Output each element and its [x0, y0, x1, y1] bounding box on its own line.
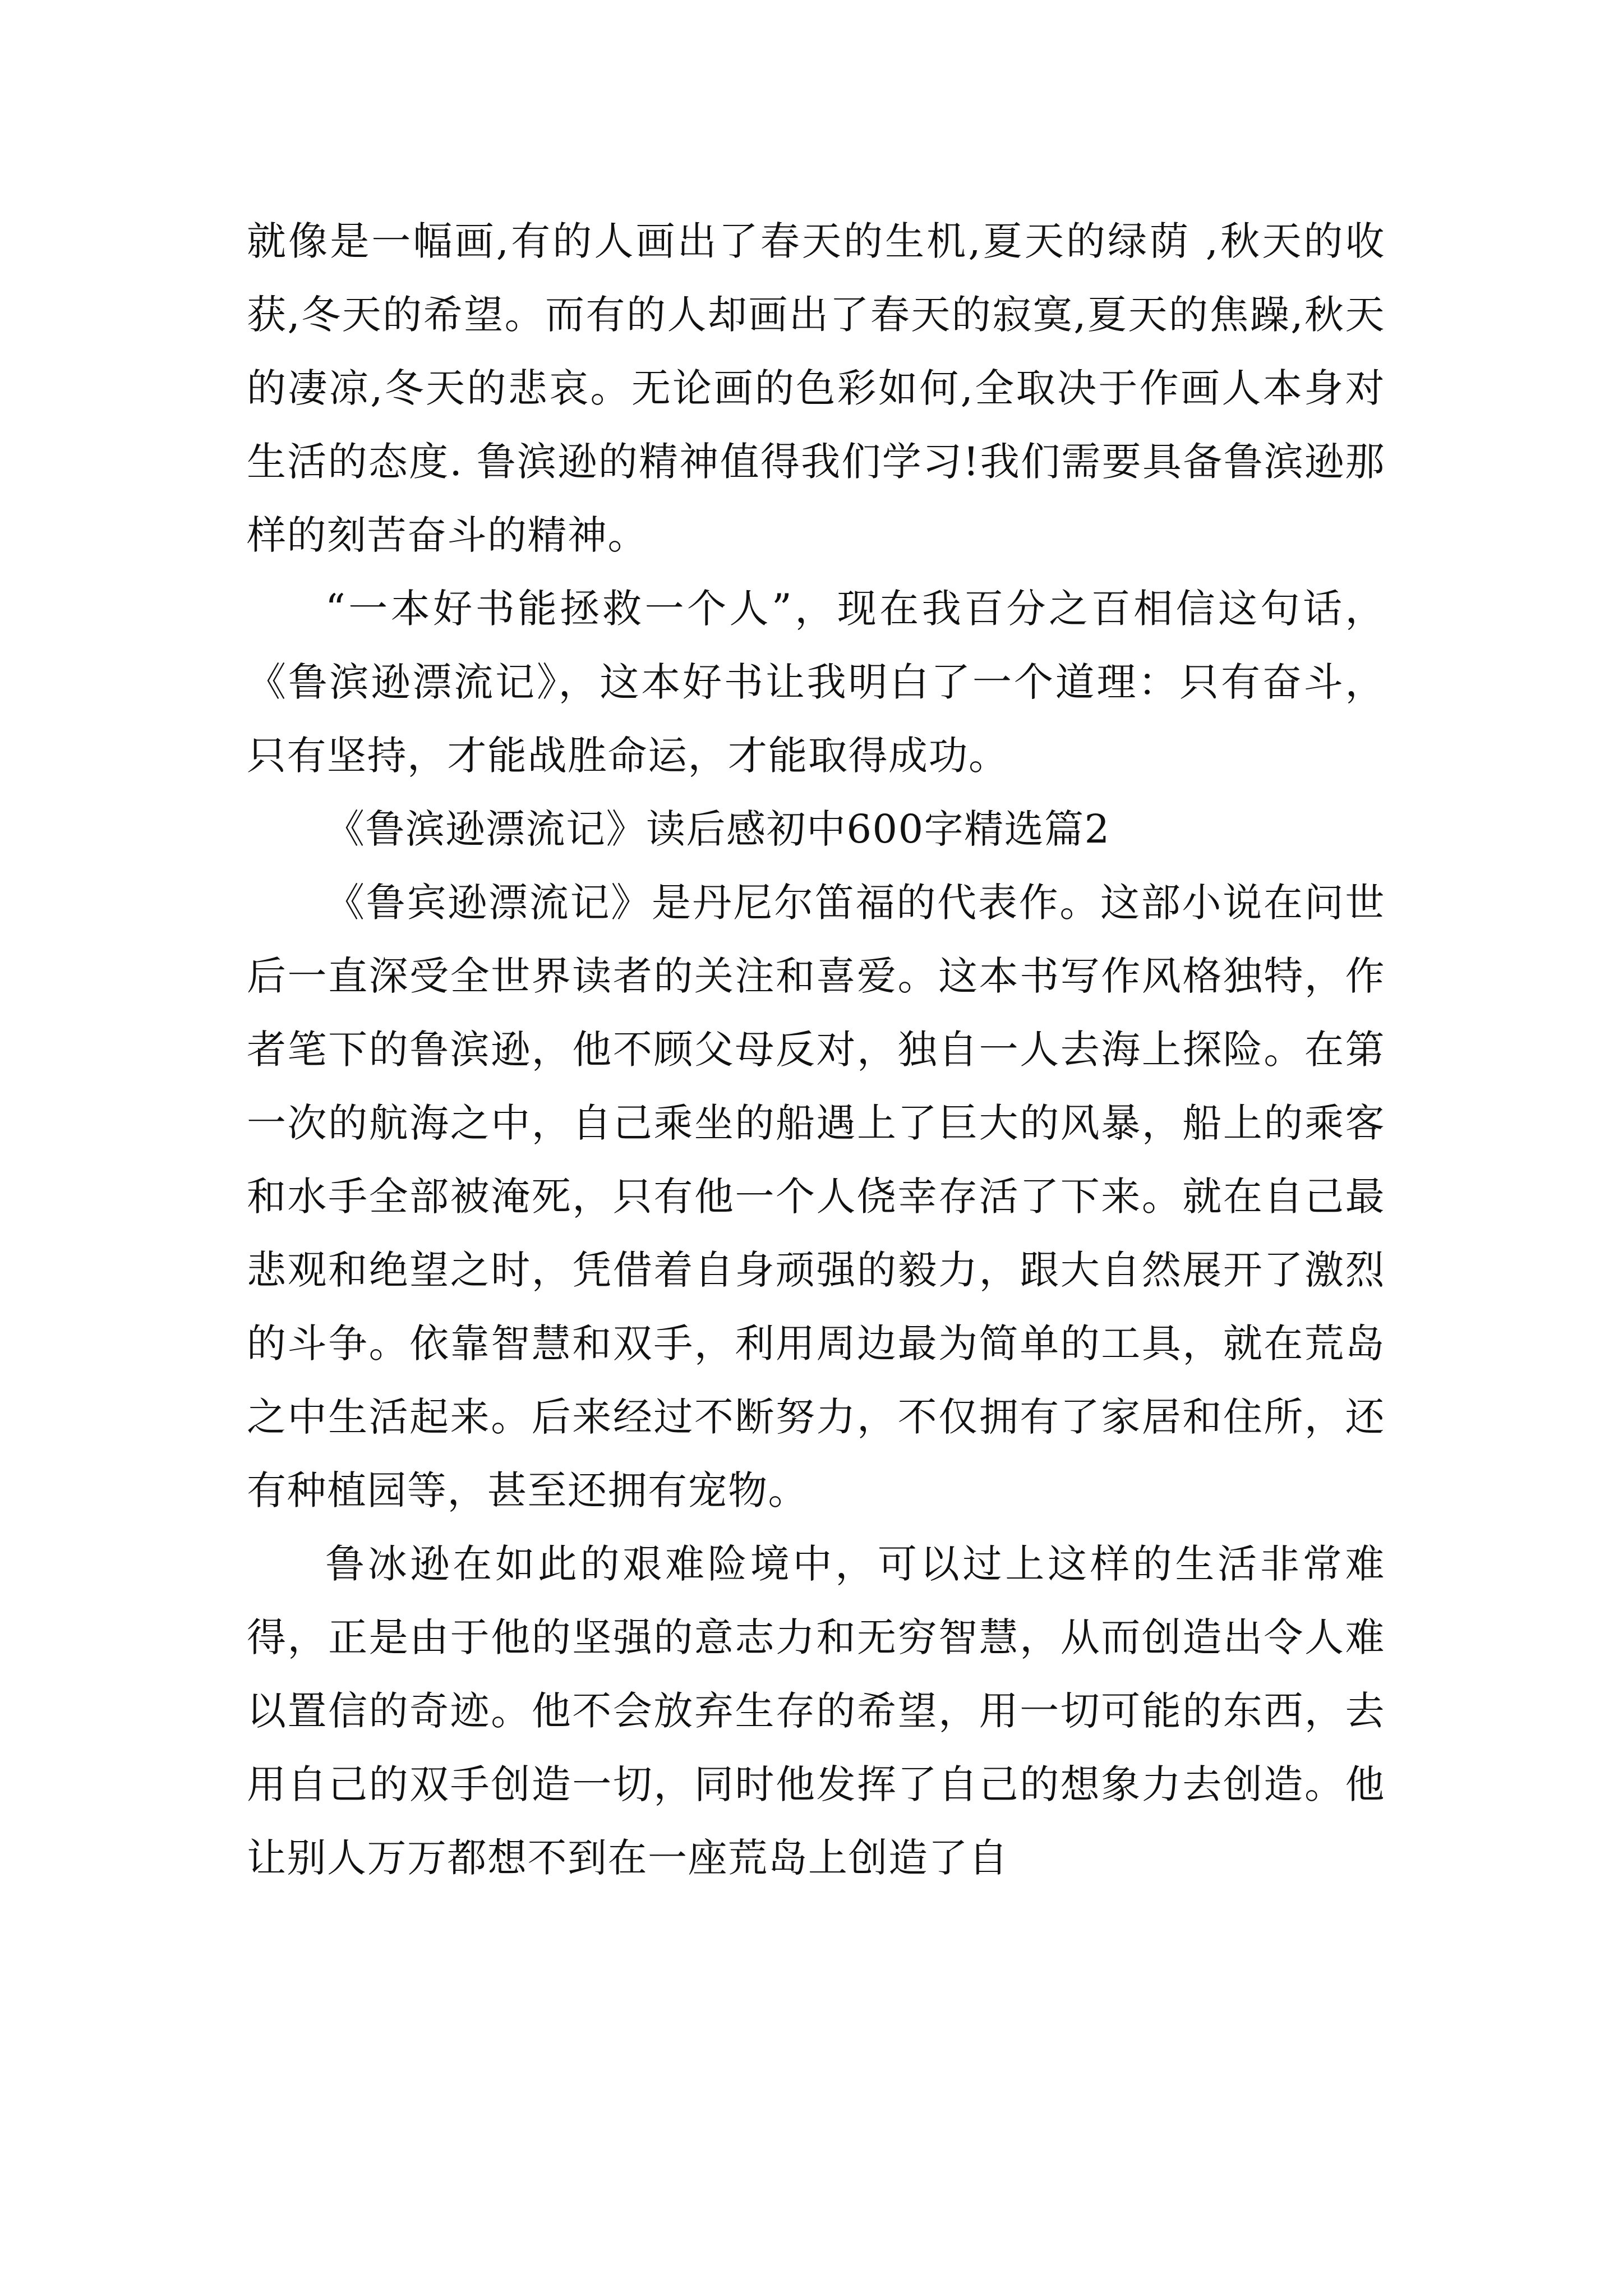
paragraph-quote: “一本好书能拯救一个人”，现在我百分之百相信这句话，《鲁滨逊漂流记》，这本好书让我明白了一个道理：只有奋斗，只有坚持，才能战胜命运，才能取得成功。 [247, 586, 1385, 779]
paragraph-summary: 《鲁宾逊漂流记》是丹尼尔笛福的代表作。这部小说在问世后一直深受全世界读者的关注和喜爱。这本书写作风格独特，作者笔下的鲁滨逊，他不顾父母反对，独自一人去海上探险。在第一次的航海之中，自己乘坐的船遇上了巨大的风暴，船上的乘客和水手全部被淹死，只有他一个人侥幸存活了下来。就在自己最悲观和绝望之时，凭借着自身顽强的毅力，跟大自然展开了激烈的斗争。依靠智慧和双手，利用周边最为简单的工具，就在荒岛之中生活起来。后来经过不断努力，不仅拥有了家居和住所，还有种植园等，甚至还拥有宠物。 [247, 880, 1385, 1513]
paragraph-continued: 就像是一幅画,有的人画出了春天的生机,夏天的绿荫 ,秋天的收获,冬天的希望。而有的人却画出了春天的寂寞,夏天的焦躁,秋天的凄凉,冬天的悲哀。无论画的色彩如何,全取决于作画人本身对生活的态度. 鲁滨逊的精神值得我们学习!我们需要具备鲁滨逊那样的刻苦奋斗的精神。 [247, 218, 1385, 558]
section-heading: 《鲁滨逊漂流记》读后感初中600字精选篇2 [325, 806, 1110, 852]
paragraph-reflection: 鲁冰逊在如此的艰难险境中，可以过上这样的生活非常难得，正是由于他的坚强的意志力和无穷智慧，从而创造出令人难以置信的奇迹。他不会放弃生存的希望，用一切可能的东西，去用自己的双手创造一切，同时他发挥了自己的想象力去创造。他让别人万万都想不到在一座荒岛上创造了自 [247, 1541, 1385, 1881]
document-body [247, 205, 1385, 1895]
